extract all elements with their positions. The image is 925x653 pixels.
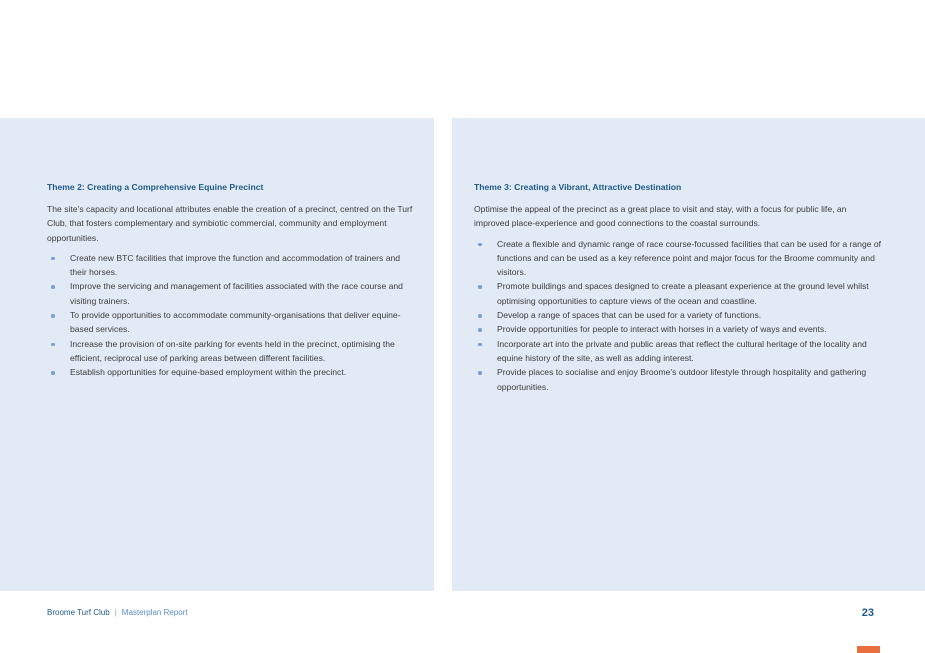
list-item bbox=[47, 279, 417, 308]
list-item bbox=[474, 237, 884, 280]
bullet-icon bbox=[478, 243, 482, 247]
theme-2-content bbox=[47, 181, 417, 380]
list-item-text: Improve the servicing and management of facilities associated with the race course and visiting trainers. bbox=[70, 281, 403, 306]
theme-2-intro: The site’s capacity and locational attributes enable the creation of a precinct, centred on the Turf Club, that fosters complementary and symbiotic commercial, community and employment opportunities. bbox=[47, 204, 413, 243]
list-item bbox=[474, 308, 884, 322]
bullet-icon bbox=[478, 285, 482, 289]
accent-bar bbox=[857, 646, 880, 653]
list-item-text: Create new BTC facilities that improve the function and accommodation of trainers and their horses. bbox=[70, 252, 401, 278]
theme-2-bullet-list bbox=[47, 251, 417, 380]
theme-3-panel bbox=[452, 118, 925, 591]
list-item bbox=[47, 365, 417, 379]
footer-separator: | bbox=[114, 608, 117, 617]
bullet-icon bbox=[478, 314, 482, 318]
bullet-icon bbox=[51, 285, 55, 289]
list-item-text: Establish opportunities for equine-based employment within the precinct. bbox=[70, 367, 347, 378]
footer-org-name: Broome Turf Club bbox=[47, 608, 110, 617]
theme-2-title: Theme 2: Creating a Comprehensive Equine Precinct bbox=[47, 182, 264, 192]
theme-3-intro: Optimise the appeal of the precinct as a great place to visit and stay, with a focus for public life, an improved place-experience and good connections to the coastal surrounds. bbox=[474, 204, 847, 229]
footer-document-title bbox=[47, 608, 188, 617]
bullet-icon bbox=[51, 371, 55, 375]
theme-3-bullet-list bbox=[474, 237, 884, 394]
list-item-text: To provide opportunities to accommodate community-organisations that deliver equine-based services. bbox=[70, 310, 401, 335]
list-item bbox=[47, 308, 417, 337]
theme-3-title: Theme 3: Creating a Vibrant, Attractive Destination bbox=[474, 182, 682, 192]
page-number: 23 bbox=[861, 607, 874, 619]
bullet-icon bbox=[478, 371, 482, 375]
list-item bbox=[474, 322, 884, 336]
theme-3-content bbox=[474, 181, 884, 394]
bullet-icon bbox=[478, 343, 482, 347]
list-item-text: Increase the provision of on-site parking for events held in the precinct, optimising the efficient, reciprocal use of parking areas between different facilities. bbox=[70, 338, 395, 363]
list-item bbox=[474, 365, 884, 394]
list-item-text: Promote buildings and spaces designed to create a pleasant experience at the ground level whilst optimising opportunities to capture views of the ocean and coastline. bbox=[497, 281, 869, 306]
list-item bbox=[474, 337, 884, 366]
list-item-text: Provide places to socialise and enjoy Broome’s outdoor lifestyle through hospitality and gathering opportunities. bbox=[497, 367, 867, 392]
list-item-text: Provide opportunities for people to interact with horses in a variety of ways and events. bbox=[497, 324, 827, 335]
list-item-text: Create a flexible and dynamic range of race course-focussed facilities that can be used for a range of functions and can be used as a key reference point and major focus for the Broome community and visitors. bbox=[497, 238, 882, 278]
list-item bbox=[47, 251, 417, 280]
theme-2-panel bbox=[0, 118, 434, 591]
list-item bbox=[474, 279, 884, 308]
list-item-text: Develop a range of spaces that can be used for a variety of functions. bbox=[497, 310, 762, 321]
bullet-icon bbox=[51, 257, 55, 261]
bullet-icon bbox=[478, 328, 482, 332]
list-item-text: Incorporate art into the private and public areas that reflect the cultural heritage of the locality and equine history of the site, as well as adding interest. bbox=[497, 338, 867, 363]
bullet-icon bbox=[51, 314, 55, 318]
bullet-icon bbox=[51, 343, 55, 347]
footer-report-name: Masterplan Report bbox=[121, 608, 188, 617]
list-item bbox=[47, 337, 417, 366]
